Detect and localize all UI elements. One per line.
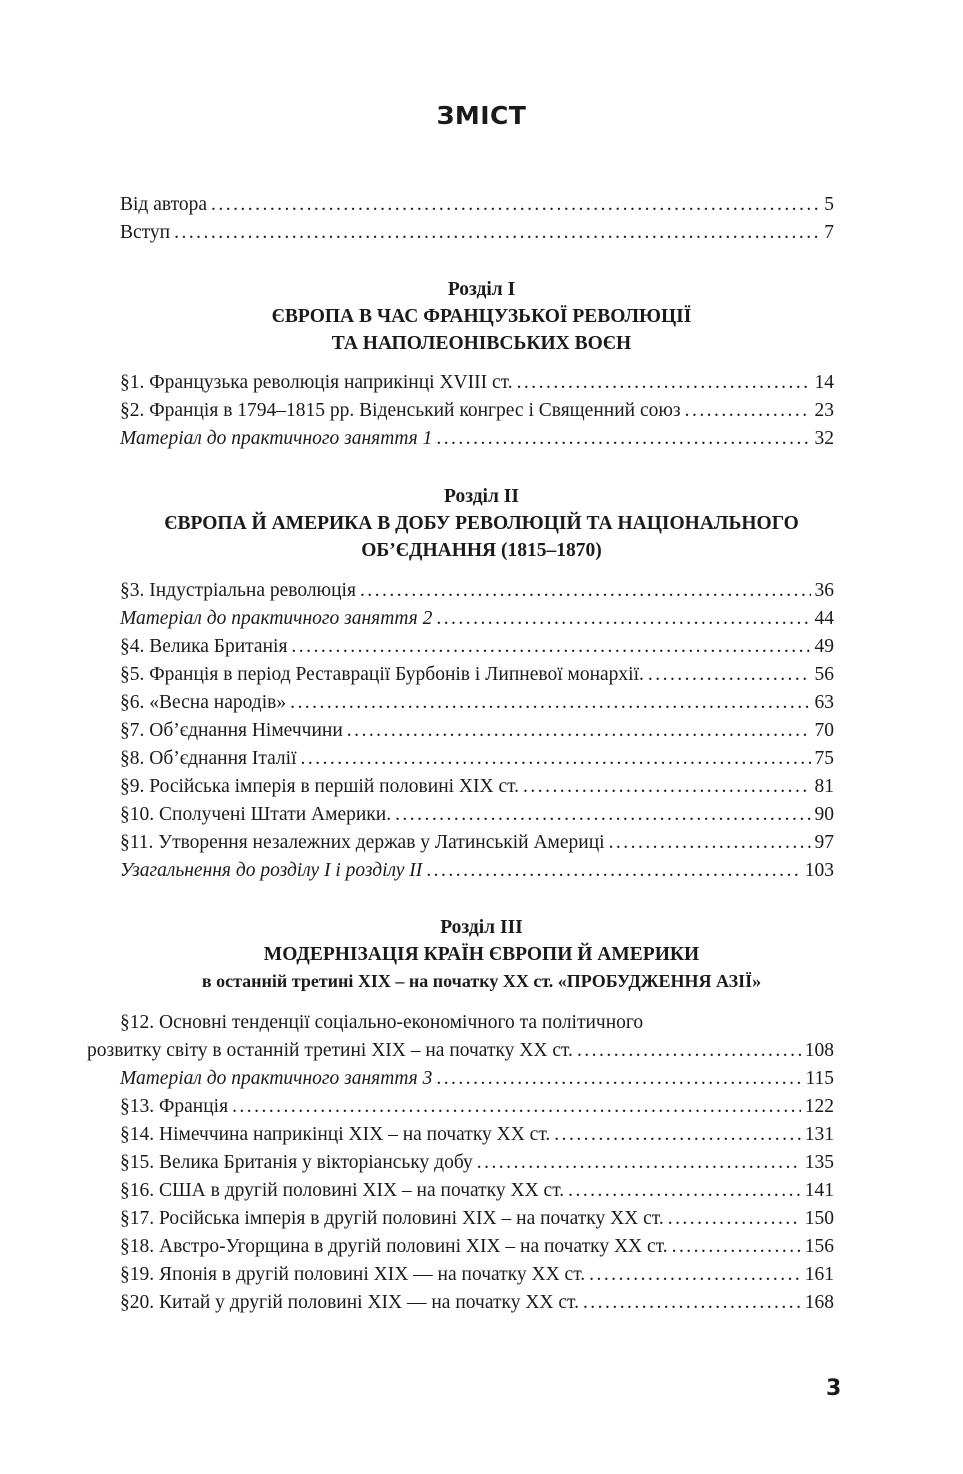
leader-dots	[668, 1206, 801, 1232]
leader-dots	[290, 690, 810, 716]
leader-dots	[360, 578, 811, 604]
toc-page-number: 7	[824, 222, 834, 243]
leader-dots	[672, 1234, 801, 1260]
toc-entry[interactable]	[120, 1262, 834, 1288]
leader-dots	[577, 1038, 801, 1064]
toc-page-number: 63	[814, 692, 834, 713]
toc-page-number: 150	[804, 1208, 834, 1229]
toc-entry-text: §3. Індустріальна революція	[120, 580, 356, 601]
toc-page-number: 5	[824, 194, 834, 215]
toc-entry-text: §7. Об’єднання Німеччини	[120, 720, 343, 741]
toc-entry[interactable]	[120, 830, 834, 856]
leader-dots	[568, 1178, 801, 1204]
section-title-line: ТА НАПОЛЕОНІВСЬКИХ ВОЄН	[331, 333, 632, 354]
section-title-line: МОДЕРНІЗАЦІЯ КРАЇН ЄВРОПИ Й АМЕРИКИ	[263, 944, 700, 965]
toc-page-number: 103	[804, 860, 834, 881]
toc-entry-summary[interactable]	[120, 858, 834, 884]
toc-entry-text: §1. Французька революція наприкінці XVIII ст.	[120, 372, 513, 393]
section-label: Розділ III	[440, 917, 523, 938]
toc-entry[interactable]	[120, 662, 834, 688]
toc-entry[interactable]	[120, 1290, 834, 1316]
toc-entry-text: §9. Російська імперія в першій половині XIX ст.	[120, 776, 520, 797]
toc-page-number: 75	[814, 748, 834, 769]
toc-entry[interactable]	[120, 774, 834, 800]
section-3-heading	[0, 914, 963, 995]
leader-dots	[554, 1122, 800, 1148]
toc-page-number: 81	[814, 776, 834, 797]
leader-dots	[211, 192, 820, 218]
toc-entry-text: §20. Китай у другій половині XIX — на початку XX ст.	[120, 1292, 579, 1313]
leader-dots	[523, 774, 810, 800]
leader-dots	[174, 220, 820, 246]
toc-entry[interactable]	[120, 1122, 834, 1148]
toc-entry-text: §6. «Весна народів»	[120, 692, 287, 713]
toc-entry-text: розвитку світу в останній третині XIX – на початку XX ст.	[87, 1040, 573, 1061]
leader-dots	[291, 634, 810, 660]
leader-dots	[589, 1262, 801, 1288]
toc-entry[interactable]	[120, 634, 834, 660]
toc-entry-text: §4. Велика Британія	[120, 636, 288, 657]
toc-page-number: 122	[804, 1096, 834, 1117]
toc-entry-text: §5. Франція в період Реставрації Бурбонів і Липневої монархії.	[120, 664, 644, 685]
toc-page-number: 141	[804, 1180, 834, 1201]
leader-dots	[517, 370, 811, 396]
toc-entry[interactable]	[120, 1150, 834, 1176]
toc-entry-practice[interactable]	[120, 606, 834, 632]
leader-dots	[609, 830, 811, 856]
toc-page-number: 115	[805, 1068, 834, 1089]
leader-dots	[347, 718, 811, 744]
toc-entry-text: §8. Об’єднання Італії	[120, 748, 297, 769]
toc-entry-text: §13. Франція	[120, 1096, 229, 1117]
toc-entry-text: §10. Сполучені Штати Америки.	[120, 804, 392, 825]
toc-entry-text: Від автора	[120, 194, 208, 215]
toc-page-number: 156	[804, 1236, 834, 1257]
leader-dots	[583, 1290, 801, 1316]
toc-page-number: 108	[804, 1040, 834, 1061]
leader-dots	[685, 398, 811, 424]
toc-entry[interactable]	[120, 1178, 834, 1204]
section-2-heading	[0, 483, 963, 564]
toc-entry-text: §19. Японія в другій половині XIX — на початку XX ст.	[120, 1264, 586, 1285]
toc-page-number: 14	[814, 372, 834, 393]
toc-entry-practice[interactable]	[120, 1066, 834, 1092]
toc-entry[interactable]	[120, 1094, 834, 1120]
toc-entry[interactable]	[120, 690, 834, 716]
section-subtitle-line: в останній третині XIX – на початку XX ст. «ПРОБУДЖЕННЯ АЗІЇ»	[201, 971, 762, 991]
toc-page-number: 36	[814, 580, 834, 601]
leader-dots	[436, 1066, 801, 1092]
toc-page-number: 97	[814, 832, 834, 853]
toc-entry[interactable]	[120, 370, 834, 396]
toc-entry[interactable]	[120, 746, 834, 772]
page-title: ЗМІСТ	[436, 101, 527, 130]
toc-entry[interactable]	[120, 1234, 834, 1260]
section-1-heading	[0, 276, 963, 357]
toc-entry-text: Матеріал до практичного заняття 1	[120, 428, 433, 449]
toc-page-number: 90	[814, 804, 834, 825]
toc-entry-text: §15. Велика Британія у вікторіанську добу	[120, 1152, 473, 1173]
section-label: Розділ I	[447, 279, 516, 300]
leader-dots	[477, 1150, 801, 1176]
toc-page-number: 168	[804, 1292, 834, 1313]
toc-entry[interactable]	[120, 802, 834, 828]
leader-dots	[436, 426, 810, 452]
toc-page-number: 56	[814, 664, 834, 685]
section-title-line: ЄВРОПА Й АМЕРИКА В ДОБУ РЕВОЛЮЦІЙ ТА НАЦІОНАЛЬНОГО	[164, 513, 799, 534]
toc-entry-text: §17. Російська імперія в другій половині XIX – на початку XX ст.	[120, 1208, 664, 1229]
leader-dots	[301, 746, 811, 772]
toc-entry-text: Матеріал до практичного заняття 2	[120, 608, 433, 629]
toc-page-number: 44	[814, 608, 834, 629]
toc-entry-intro[interactable]	[120, 220, 834, 246]
toc-entry-text: §16. США в другій половині XIX – на початку XX ст.	[120, 1180, 565, 1201]
leader-dots	[648, 662, 811, 688]
toc-page-number: 131	[804, 1124, 834, 1145]
toc-entry-text: §11. Утворення незалежних держав у Латинській Америці	[120, 832, 605, 853]
toc-entry-text: §14. Німеччина наприкінці XIX – на початку XX ст.	[120, 1124, 551, 1145]
toc-page-number: 49	[814, 636, 834, 657]
toc-page-number: 23	[814, 400, 834, 421]
leader-dots	[232, 1094, 801, 1120]
leader-dots	[436, 606, 810, 632]
toc-entry-text: Вступ	[120, 222, 171, 243]
page-number: 3	[826, 1376, 842, 1401]
section-title-line: ЄВРОПА В ЧАС ФРАНЦУЗЬКОЇ РЕВОЛЮЦІЇ	[271, 306, 692, 327]
toc-entry-practice[interactable]	[120, 426, 834, 452]
toc-page-number: 32	[814, 428, 834, 449]
toc-entry[interactable]	[120, 578, 834, 604]
toc-entry-text: §18. Австро-Угорщина в другій половині XIX – на початку XX ст.	[120, 1236, 668, 1257]
toc-page-number: 135	[804, 1152, 834, 1173]
toc-entry-text: §2. Франція в 1794–1815 рр. Віденський конгрес і Священний союз	[120, 400, 681, 421]
leader-dots	[395, 802, 810, 828]
toc-entry-author[interactable]	[120, 192, 834, 218]
toc-page-number: 161	[804, 1264, 834, 1285]
toc-entry[interactable]	[120, 1206, 834, 1232]
leader-dots	[426, 858, 800, 884]
section-label: Розділ II	[444, 486, 519, 507]
toc-page-number: 70	[814, 720, 834, 741]
toc-entry[interactable]	[120, 398, 834, 424]
toc-entry-12-line1[interactable]: §12. Основні тенденції соціально-економічного та політичного	[120, 1012, 644, 1033]
toc-entry-12-line2[interactable]	[87, 1038, 834, 1064]
section-title-line: ОБ’ЄДНАННЯ (1815–1870)	[361, 540, 602, 561]
toc-entry-text: Узагальнення до розділу I і розділу II	[120, 860, 423, 881]
toc-entry-text: Матеріал до практичного заняття 3	[120, 1068, 433, 1089]
toc-entry[interactable]	[120, 718, 834, 744]
